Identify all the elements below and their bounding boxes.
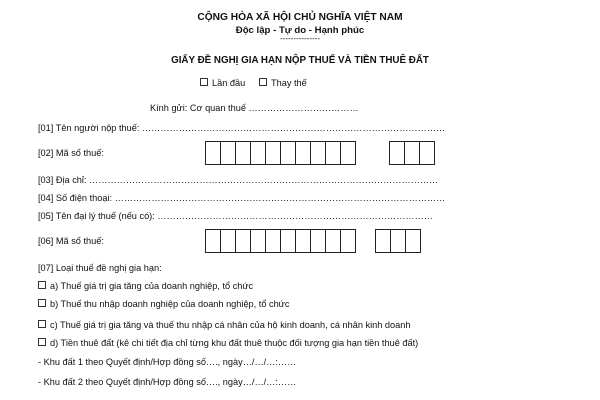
tax-type-a-label: a) Thuế giá trị gia tăng của doanh nghiệp, tổ chức bbox=[50, 281, 254, 291]
option-first[interactable] bbox=[200, 78, 245, 88]
field-05: [05] Tên đại lý thuế (nếu có): ……………………………………………………………………………… bbox=[38, 211, 433, 221]
checkbox-icon[interactable] bbox=[200, 78, 208, 86]
checkbox-icon[interactable] bbox=[38, 299, 46, 307]
option-first-label: Lần đầu bbox=[212, 78, 246, 88]
tax-type-b-label: b) Thuế thu nhập doanh nghiệp của doanh nghiệp, tổ chức bbox=[50, 299, 290, 309]
recipient-line: Kính gửi: Cơ quan thuế ……………………………… bbox=[150, 103, 359, 113]
checkbox-icon[interactable] bbox=[38, 281, 46, 289]
field-02-label: [02] Mã số thuế: bbox=[38, 148, 104, 158]
tax-type-c[interactable] bbox=[38, 320, 410, 330]
checkbox-icon[interactable] bbox=[38, 338, 46, 346]
land-line-1: - Khu đất 1 theo Quyết định/Hợp đồng số…., ngày…/…/…:…… bbox=[38, 357, 297, 367]
checkbox-icon[interactable] bbox=[38, 320, 46, 328]
tax-type-d-label: d) Tiền thuê đất (kê chi tiết địa chỉ từng khu đất thuê thuộc đối tượng gia hạn tiền thuê đất) bbox=[50, 338, 419, 348]
tax-code-boxes-1[interactable] bbox=[205, 141, 434, 165]
divider: --------------- bbox=[280, 34, 320, 43]
option-replace-label: Thay thế bbox=[271, 78, 307, 88]
tax-code-boxes-2[interactable] bbox=[205, 229, 420, 253]
tax-type-d[interactable] bbox=[38, 338, 418, 348]
option-replace[interactable] bbox=[259, 78, 307, 88]
field-06-label: [06] Mã số thuế: bbox=[38, 236, 104, 246]
field-04: [04] Số điện thoại: ……………………………………………………………………………………………… bbox=[38, 193, 446, 203]
field-03: [03] Địa chỉ: …………………………………………………………………………………………………… bbox=[38, 175, 439, 185]
tax-type-c-label: c) Thuế giá trị gia tăng và thuế thu nhập cá nhân của hộ kinh doanh, cá nhân kinh doanh bbox=[50, 320, 411, 330]
tax-type-b[interactable] bbox=[38, 299, 289, 309]
field-07: [07] Loại thuế đề nghị gia hạn: bbox=[38, 263, 162, 273]
document-title: GIẤY ĐỀ NGHỊ GIA HẠN NỘP THUẾ VÀ TIỀN THUÊ ĐẤT bbox=[171, 55, 429, 66]
land-line-2: - Khu đất 2 theo Quyết định/Hợp đồng số…., ngày…/…/…:…… bbox=[38, 377, 297, 387]
tax-type-a[interactable] bbox=[38, 281, 253, 291]
motto: Độc lập - Tự do - Hạnh phúc bbox=[235, 25, 365, 36]
field-01: [01] Tên người nộp thuế: ……………………………………………………………………………………… bbox=[38, 123, 446, 133]
checkbox-icon[interactable] bbox=[259, 78, 267, 86]
nation-heading: CỘNG HÒA XÃ HỘI CHỦ NGHĨA VIỆT NAM bbox=[197, 12, 403, 23]
